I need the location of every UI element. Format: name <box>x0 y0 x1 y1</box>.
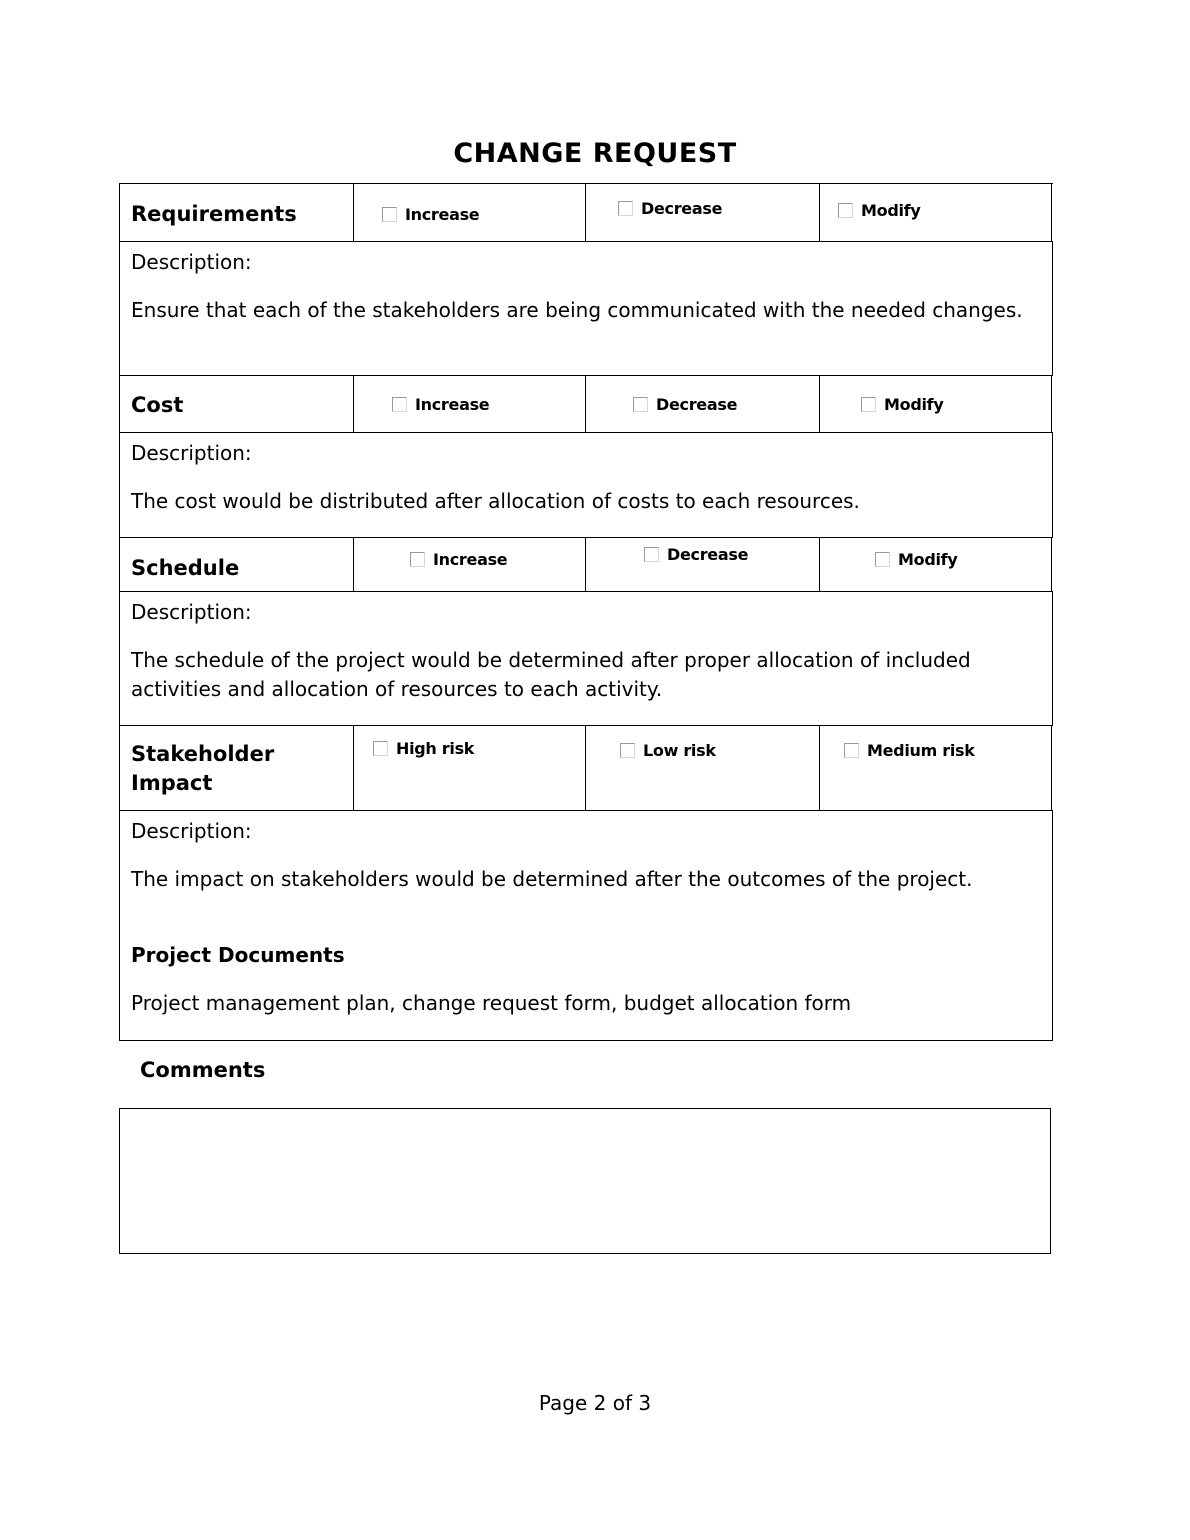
requirements-decrease-option[interactable] <box>618 199 722 218</box>
checkbox-icon[interactable] <box>875 552 890 567</box>
requirements-description: Ensure that each of the stakeholders are being communicated with the needed changes. <box>131 298 1023 322</box>
requirements-modify-option[interactable] <box>838 201 920 220</box>
option-label: Modify <box>898 550 958 569</box>
schedule-decrease-option[interactable] <box>644 545 748 564</box>
stakeholder-high-risk-option[interactable] <box>373 739 474 758</box>
description-label: Description: <box>131 441 252 465</box>
cost-row <box>120 376 1053 433</box>
option-label: Decrease <box>641 199 723 218</box>
requirements-increase-option[interactable] <box>382 205 479 224</box>
cost-label: Cost <box>120 376 354 432</box>
project-documents-text: Project management plan, change request form, budget allocation form <box>131 991 852 1015</box>
requirements-label: Requirements <box>120 184 354 241</box>
description-label: Description: <box>131 600 252 624</box>
checkbox-icon[interactable] <box>382 207 397 222</box>
stakeholder-description: The impact on stakeholders would be determined after the outcomes of the project. <box>131 867 973 891</box>
description-label: Description: <box>131 250 252 274</box>
checkbox-icon[interactable] <box>392 397 407 412</box>
comments-label: Comments <box>140 1058 266 1082</box>
option-label: Increase <box>415 395 490 414</box>
cost-description: The cost would be distributed after allocation of costs to each resources. <box>131 489 860 513</box>
schedule-increase-option[interactable] <box>410 550 507 569</box>
option-label: Modify <box>861 201 921 220</box>
checkbox-icon[interactable] <box>410 552 425 567</box>
checkbox-icon[interactable] <box>620 743 635 758</box>
stakeholder-medium-risk-option[interactable] <box>844 741 975 760</box>
stakeholder-impact-label: Stakeholder Impact <box>120 726 354 810</box>
schedule-label: Schedule <box>120 538 354 591</box>
page-number: Page 2 of 3 <box>538 1391 652 1415</box>
cost-decrease-option[interactable] <box>633 395 737 414</box>
option-label: Decrease <box>667 545 749 564</box>
checkbox-icon[interactable] <box>844 743 859 758</box>
cost-description-row <box>120 433 1053 538</box>
checkbox-icon[interactable] <box>861 397 876 412</box>
description-label: Description: <box>131 819 252 843</box>
checkbox-icon[interactable] <box>373 741 388 756</box>
page-title: CHANGE REQUEST <box>453 138 737 169</box>
checkbox-icon[interactable] <box>633 397 648 412</box>
cost-increase-option[interactable] <box>392 395 489 414</box>
project-documents-heading: Project Documents <box>131 943 345 967</box>
checkbox-icon[interactable] <box>644 547 659 562</box>
schedule-row <box>120 538 1053 592</box>
option-label: Low risk <box>643 741 716 760</box>
option-label: Increase <box>405 205 480 224</box>
schedule-description-row <box>120 592 1053 726</box>
option-label: Increase <box>433 550 508 569</box>
change-request-table <box>119 183 1053 1041</box>
option-label: Decrease <box>656 395 738 414</box>
checkbox-icon[interactable] <box>618 201 633 216</box>
cost-modify-option[interactable] <box>861 395 943 414</box>
stakeholder-description-row <box>120 811 1053 1041</box>
stakeholder-low-risk-option[interactable] <box>620 741 716 760</box>
comments-box[interactable] <box>119 1108 1051 1254</box>
stakeholder-impact-row <box>120 726 1053 811</box>
requirements-description-row <box>120 242 1053 376</box>
requirements-row <box>120 184 1053 242</box>
option-label: High risk <box>396 739 475 758</box>
option-label: Modify <box>884 395 944 414</box>
checkbox-icon[interactable] <box>838 203 853 218</box>
option-label: Medium risk <box>867 741 975 760</box>
schedule-modify-option[interactable] <box>875 550 957 569</box>
schedule-description: The schedule of the project would be determined after proper allocation of included activities and allocation of resources to each activity. <box>131 648 971 701</box>
